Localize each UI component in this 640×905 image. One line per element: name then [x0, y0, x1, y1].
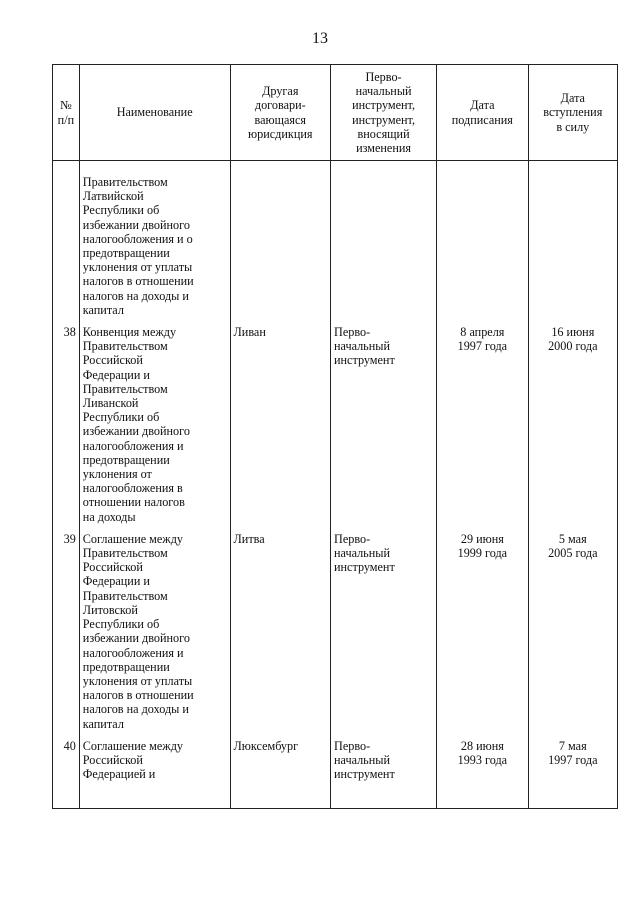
row-name: Правительством Латвийской Республики об избежании двойного налогообложения и о предотвращении уклонения от уплаты налогов в отношении налогов на доходы и капитал [79, 161, 230, 324]
table-row [53, 737, 618, 809]
header-instrument: Перво- начальный инструмент, инструмент, вносящий изменения [331, 65, 437, 161]
header-jurisdiction: Другая договари- вающаяся юрисдикция [230, 65, 330, 161]
row-number: 38 [53, 323, 80, 530]
row-effective-date: 16 июня 2000 года [528, 323, 617, 530]
row-instrument: Перво- начальный инструмент [331, 530, 437, 737]
row-signing-date: 28 июня 1993 года [437, 737, 529, 809]
row-name: Соглашение между Российской Федерацией и [79, 737, 230, 809]
row-name: Конвенция между Правительством Российской Федерации и Правительством Ливанской Республики об избежании двойного налогообложения и предотвращении уклонения от налогообложения в отношении налогов на доходы [79, 323, 230, 530]
row-jurisdiction: Люксембург [230, 737, 330, 809]
table-row [53, 323, 618, 530]
header-signing-date: Дата подписания [437, 65, 529, 161]
header-name: Наименование [79, 65, 230, 161]
header-effective-date: Дата вступления в силу [528, 65, 617, 161]
row-jurisdiction: Ливан [230, 323, 330, 530]
row-effective-date: 5 мая 2005 года [528, 530, 617, 737]
row-number: 40 [53, 737, 80, 809]
row-instrument: Перво- начальный инструмент [331, 323, 437, 530]
table-header-row [53, 65, 618, 161]
row-instrument: Перво- начальный инструмент [331, 737, 437, 809]
row-effective-date: 7 мая 1997 года [528, 737, 617, 809]
row-name: Соглашение между Правительством Российской Федерации и Правительством Литовской Республики об избежании двойного налогообложения и предотвращении уклонения от уплаты налогов в отношении налогов на доходы и капитал [79, 530, 230, 737]
treaty-table [52, 64, 618, 809]
row-signing-date: 29 июня 1999 года [437, 530, 529, 737]
table-row [53, 530, 618, 737]
page-number: 13 [312, 30, 328, 47]
row-number: 39 [53, 530, 80, 737]
row-jurisdiction: Литва [230, 530, 330, 737]
row-signing-date: 8 апреля 1997 года [437, 323, 529, 530]
table-row-continuation [53, 161, 618, 324]
header-number: № п/п [53, 65, 80, 161]
